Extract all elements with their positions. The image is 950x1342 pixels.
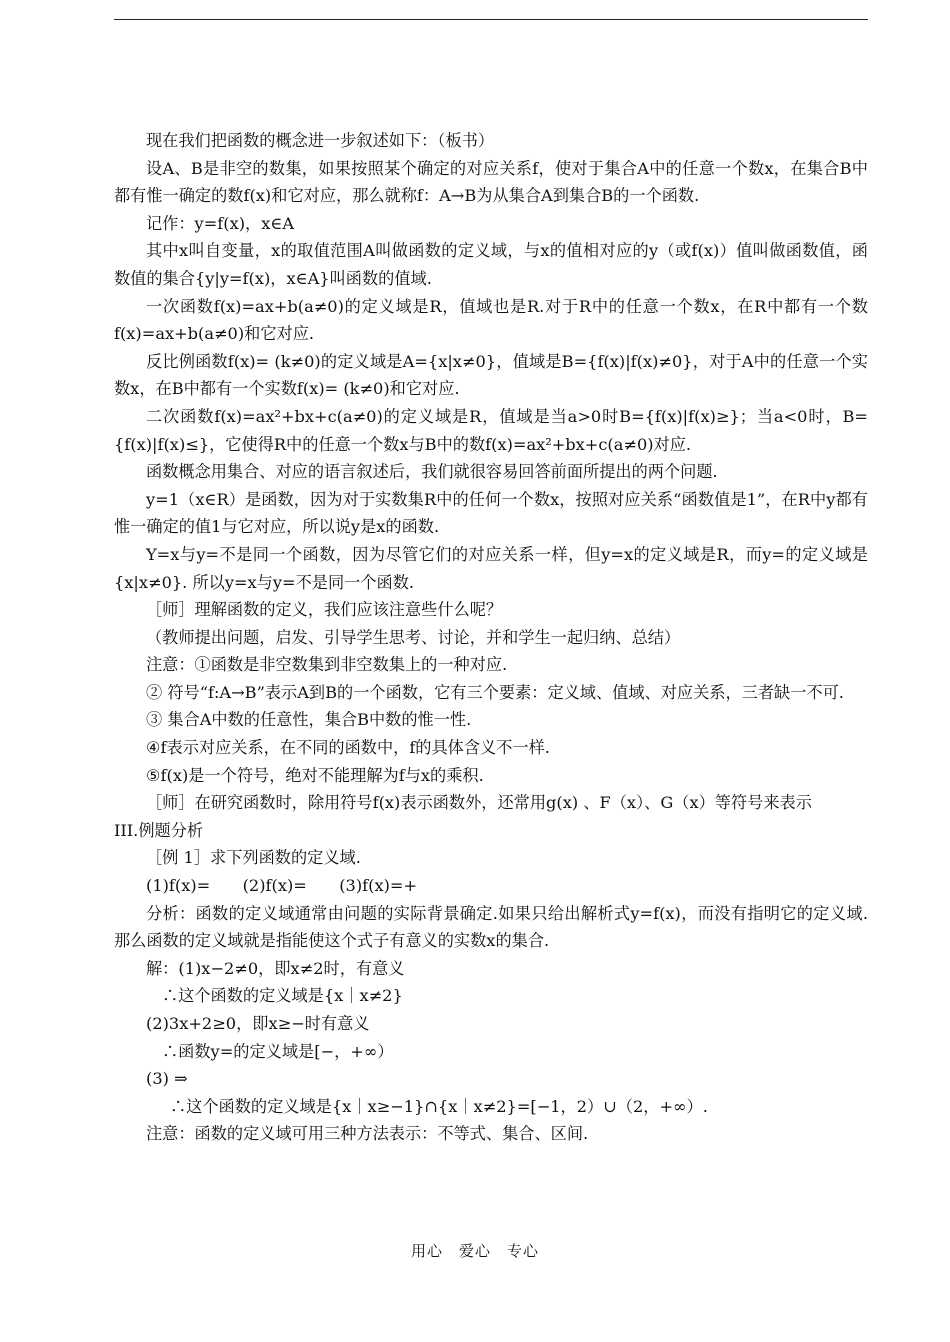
paragraph: 函数概念用集合、对应的语言叙述后，我们就很容易回答前面所提出的两个问题. xyxy=(146,462,718,482)
paragraph: 现在我们把函数的概念进一步叙述如下：（板书） xyxy=(146,131,495,150)
paragraph: (1)f(x)= (2)f(x)= (3)f(x)=+ xyxy=(146,876,418,896)
paragraph: ∴函数y=的定义域是[−，+∞） xyxy=(162,1041,394,1061)
paragraph: 解：(1)x−2≠0，即x≠2时，有意义 xyxy=(146,958,405,978)
paragraph: 分析：函数的定义域通常由问题的实际背景确定.如果只给出解析式y=f(x)，而没有指明它的定义域.那么函数的定义域就是指能使这个式子有意义的实数x的集合. xyxy=(114,903,868,951)
paragraph: y=1（x∈R）是函数，因为对于实数集R中的任何一个数x，按照对应关系“函数值是1”，在R中y都有惟一确定的值1与它对应，所以说y是x的函数. xyxy=(114,489,868,537)
paragraph: (3) ⇒ xyxy=(146,1069,188,1089)
paragraph: 其中x叫自变量，x的取值范围A叫做函数的定义域，与x的值相对应的y（或f(x)）值叫做函数值，函数值的集合{y|y=f(x)，x∈A}叫函数的值域. xyxy=(114,241,868,288)
paragraph: ④f表示对应关系，在不同的函数中，f的具体含义不一样. xyxy=(146,738,550,758)
paragraph: 记作：y=f(x)，x∈A xyxy=(146,213,295,233)
paragraph: ［例 1］求下列函数的定义域. xyxy=(146,848,361,868)
header-rule xyxy=(114,19,868,20)
paragraph: 一次函数f(x)=ax+b(a≠0)的定义域是R，值域也是R.对于R中的任意一个数x，在R中都有一个数f(x)=ax+b(a≠0)和它对应. xyxy=(114,296,868,344)
paragraph: ③ 集合A中数的任意性，集合B中数的惟一性. xyxy=(146,710,472,730)
paragraph: Y=x与y=不是同一个函数，因为尽管它们的对应关系一样，但y=x的定义域是R，而y=的定义域是{x|x≠0}. 所以y=x与y=不是同一个函数. xyxy=(114,544,868,592)
section-heading: III.例题分析 xyxy=(114,820,204,840)
paragraph: ［师］理解函数的定义，我们应该注意些什么呢？ xyxy=(146,600,503,620)
paragraph: 反比例函数f(x)= (k≠0)的定义域是A={x|x≠0}，值域是B={f(x)|f(x)≠0}，对于A中的任意一个实数x，在B中都有一个实数f(x)= (k≠0)和它对应. xyxy=(114,351,868,399)
paragraph: ∴这个函数的定义域是{x｜x≠2} xyxy=(162,986,403,1006)
paragraph: ∴这个函数的定义域是{x｜x≥−1}∩{x｜x≠2}=[−1，2）∪（2，+∞）. xyxy=(170,1096,708,1116)
paragraph: 注意：函数的定义域可用三种方法表示：不等式、集合、区间. xyxy=(146,1124,589,1144)
paragraph: ② 符号“f:A→B”表示A到B的一个函数，它有三个要素：定义域、值域、对应关系，三者缺一不可. xyxy=(146,682,844,702)
page-footer: 用心 爱心 专心 xyxy=(410,1242,539,1260)
paragraph: 二次函数f(x)=ax²+bx+c(a≠0)的定义域是R，值域是当a>0时B={f(x)|f(x)≥}；当a<0时，B={f(x)|f(x)≤}，它使得R中的任意一个数x与B中的数f(x)=ax²+bx+c(a≠0)对应. xyxy=(114,406,868,454)
paragraph: ⑤f(x)是一个符号，绝对不能理解为f与x的乘积. xyxy=(146,765,484,785)
paragraph: 注意：①函数是非空数集到非空数集上的一种对应. xyxy=(146,655,508,675)
paragraph: 设A、B是非空的数集，如果按照某个确定的对应关系f，使对于集合A中的任意一个数x，在集合B中都有惟一确定的数f(x)和它对应，那么就称f：A→B为从集合A到集合B的一个函数. xyxy=(114,158,868,206)
paragraph: （教师提出问题，启发、引导学生思考、讨论，并和学生一起归纳、总结） xyxy=(146,627,681,647)
paragraph: (2)3x+2≥0，即x≥−时有意义 xyxy=(146,1014,370,1033)
document-body xyxy=(114,127,868,1148)
paragraph: ［师］在研究函数时，除用符号f(x)表示函数外，还常用g(x) 、F（x）、G（x）等符号来表示 xyxy=(146,793,812,813)
